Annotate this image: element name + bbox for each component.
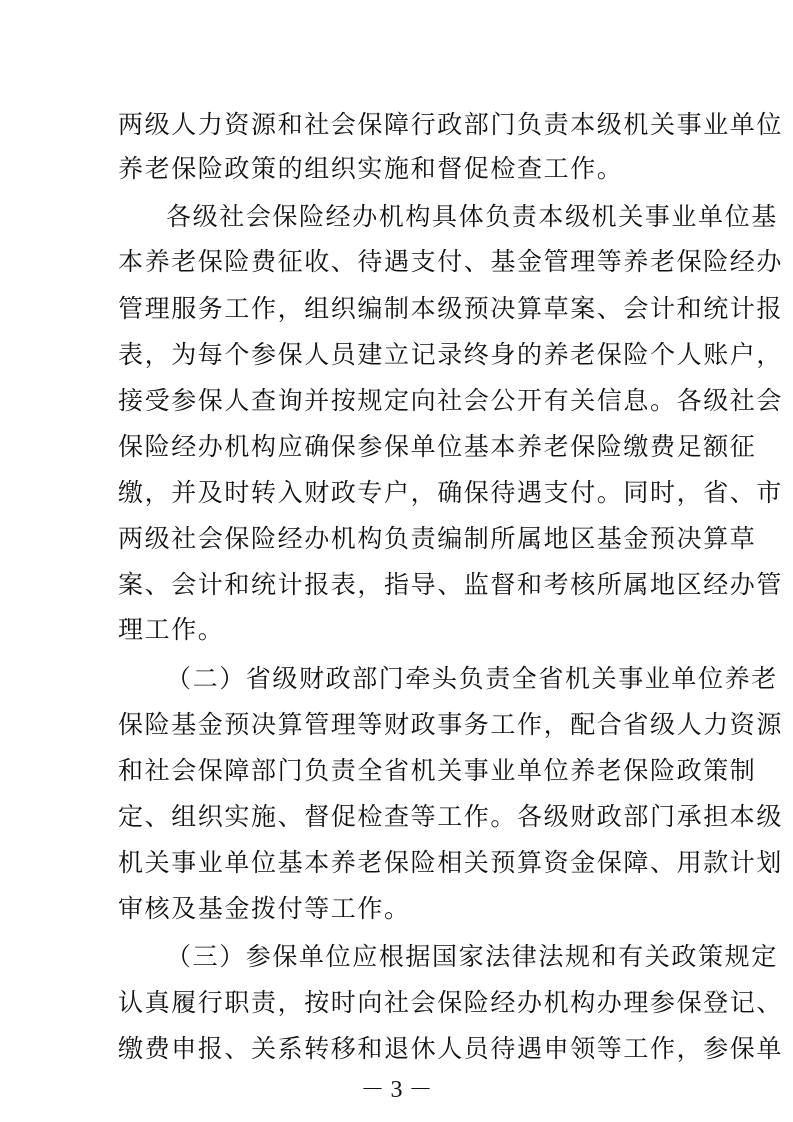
text-line: 和社会保障部门负责全省机关事业单位养老保险政策制 — [118, 756, 757, 785]
text-line: （三）参保单位应根据国家法律法规和有关政策规定 — [166, 942, 778, 971]
text-line: 保险基金预决算管理等财政事务工作，配合省级人力资源 — [118, 710, 784, 739]
page-number: － 3 － — [360, 1077, 433, 1103]
text-line: 本养老保险费征收、待遇支付、基金管理等养老保险经办 — [118, 247, 784, 276]
text-line: 审核及基金拨付等工作。 — [118, 894, 411, 923]
text-line: 两级人力资源和社会保障行政部门负责本级机关事业单位 — [118, 110, 784, 139]
text-line: 缴费申报、关系转移和退休人员待遇申领等工作，参保单 — [118, 1034, 784, 1063]
text-line: 保险经办机构应确保参保单位基本养老保险缴费足额征 — [118, 432, 757, 461]
text-line: 接受参保人查询并按规定向社会公开有关信息。各级社会 — [118, 386, 784, 415]
text-line: 案、会计和统计报表，指导、监督和考核所属地区经办管 — [118, 570, 784, 599]
text-line: 养老保险政策的组织实施和督促检查工作。 — [118, 154, 624, 183]
text-line: 两级社会保险经办机构负责编制所属地区基金预决算草 — [118, 524, 757, 553]
text-line: 定、组织实施、督促检查等工作。各级财政部门承担本级 — [118, 802, 784, 831]
text-line: 各级社会保险经办机构具体负责本级机关事业单位基 — [166, 202, 778, 231]
text-line: 表，为每个参保人员建立记录终身的养老保险个人账户， — [118, 340, 784, 369]
text-line: 认真履行职责，按时向社会保险经办机构办理参保登记、 — [118, 988, 784, 1017]
text-line: 机关事业单位基本养老保险相关预算资金保障、用款计划 — [118, 848, 784, 877]
text-line: （二）省级财政部门牵头负责全省机关事业单位养老 — [166, 664, 778, 693]
text-line: 理工作。 — [118, 615, 225, 644]
text-line: 管理服务工作，组织编制本级预决算草案、会计和统计报 — [118, 294, 784, 323]
text-line: 缴，并及时转入财政专户，确保待遇支付。同时，省、市 — [118, 478, 784, 507]
